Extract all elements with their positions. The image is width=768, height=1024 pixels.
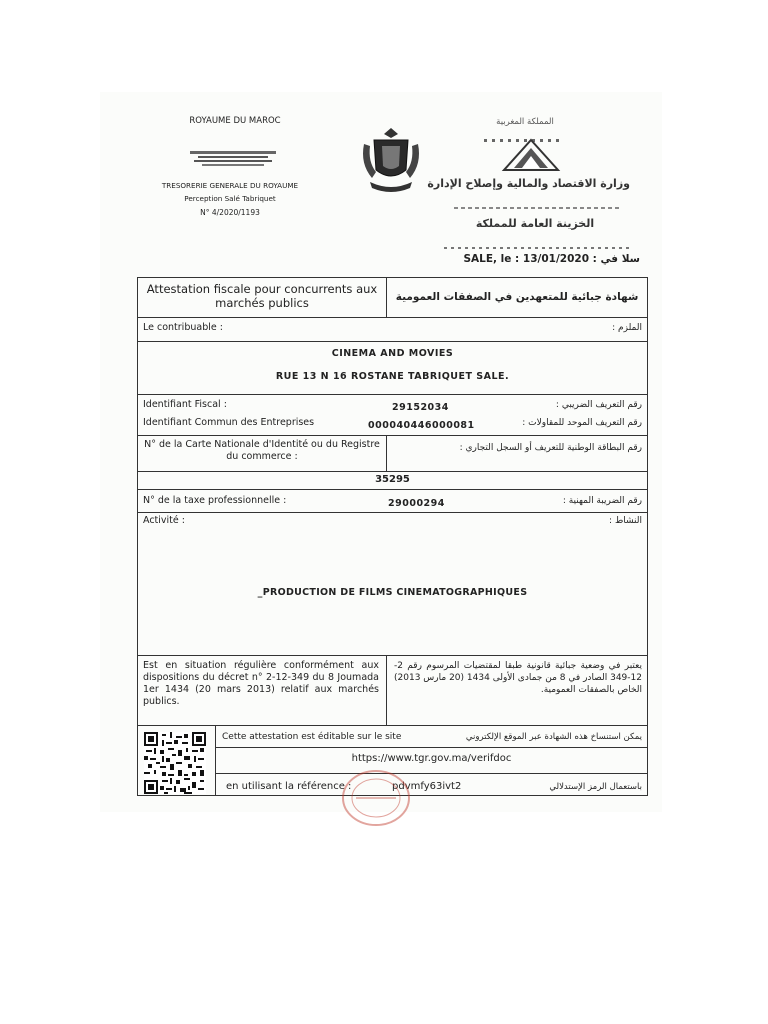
situation-ar: يعتبر في وضعية جبائية قانونية طبقا لمقتضيات المرسوم رقم 2-12-349 الصادر في 8 من جمادى الأولى 1434 (20 مارس 2013) الخاص بالصفقات العمومية.	[394, 661, 642, 695]
tifinagh-line-2	[452, 196, 622, 202]
document-number: N° 4/2020/1193	[200, 208, 260, 217]
editable-text-fr: Cette attestation est éditable sur le site	[222, 732, 402, 742]
company-address: RUE 13 N 16 ROSTANE TABRIQUET SALE.	[275, 371, 510, 382]
cni-value: 35295	[375, 474, 410, 485]
identifiant-fiscal-label-ar: رقم التعريف الضريبي :	[555, 400, 642, 410]
verification-url[interactable]: https://www.tgr.gov.ma/verifdoc	[351, 753, 512, 764]
ice-value: 000040446000081	[368, 420, 475, 431]
ice-label: Identifiant Commun des Entreprises	[143, 417, 315, 428]
ice-label-ar: رقم التعريف الموحد للمقاولات :	[522, 418, 642, 428]
ministry-title-ar: وزارة الاقتصاد والمالية وإصلاح الإدارة	[427, 177, 630, 190]
contribuable-label-ar: الملزم :	[612, 323, 642, 333]
tifinagh-line-1	[480, 128, 570, 134]
situation-fr: Est en situation régulière conformément aux dispositions du décret n° 2-12-349 du 8 Joumada 1er 1434 (20 mars 2013) relatif aux marchés publics.	[143, 660, 379, 707]
ministry-pyramid-logo	[500, 138, 562, 172]
taxe-pro-label: N° de la taxe professionnelle :	[143, 495, 287, 506]
tresorerie-label: TRESORERIE GENERALE DU ROYAUME	[161, 181, 299, 190]
taxe-pro-label-ar: رقم الضريبة المهنية :	[562, 496, 642, 506]
official-stamp	[340, 768, 412, 828]
coat-of-arms-emblem	[358, 124, 424, 196]
contribuable-label-fr: Le contribuable :	[143, 322, 223, 333]
reference-code: pdvmfy63ivt2	[392, 781, 462, 792]
activite-label-ar: النشاط :	[609, 516, 642, 526]
taxe-pro-value: 29000294	[388, 498, 445, 509]
identifiant-fiscal-value: 29152034	[392, 402, 449, 413]
cni-label-fr: N° de la Carte Nationale d'Identité ou du Registre du commerce :	[144, 439, 380, 462]
tifinagh-line-3	[442, 236, 632, 242]
ministry-logo	[188, 150, 278, 168]
company-name: CINEMA AND MOVIES	[331, 348, 454, 359]
reference-label-fr: en utilisant la référence :	[226, 781, 352, 792]
editable-text-ar: يمكن استنساخ هذه الشهادة عبر الموقع الإلكتروني	[465, 732, 642, 742]
identifiant-fiscal-label: Identifiant Fiscal :	[143, 399, 227, 410]
date-line: SALE, le : 13/01/2020 : سلا في	[463, 253, 640, 265]
qr-code	[144, 732, 206, 794]
activite-value: _PRODUCTION DE FILMS CINEMATOGRAPHIQUES	[257, 587, 528, 598]
cni-label-ar: رقم البطاقة الوطنية للتعريف أو السجل التجاري :	[459, 443, 642, 453]
kingdom-title-fr: ROYAUME DU MAROC	[189, 116, 281, 126]
title-fr: Attestation fiscale pour concurrents aux marchés publics	[146, 282, 378, 310]
perception-label: Perception Salé Tabriquet	[184, 194, 276, 203]
tresorerie-title-ar: الخزينة العامة للمملكة	[475, 217, 595, 230]
kingdom-title-ar: المملكة المغربية	[496, 117, 554, 127]
title-ar: شهادة جبائية للمتعهدين في الصفقات العمومية	[395, 291, 639, 303]
reference-label-ar: باستعمال الرمز الإستدلالي	[549, 782, 642, 792]
activite-label: Activité :	[143, 515, 185, 526]
